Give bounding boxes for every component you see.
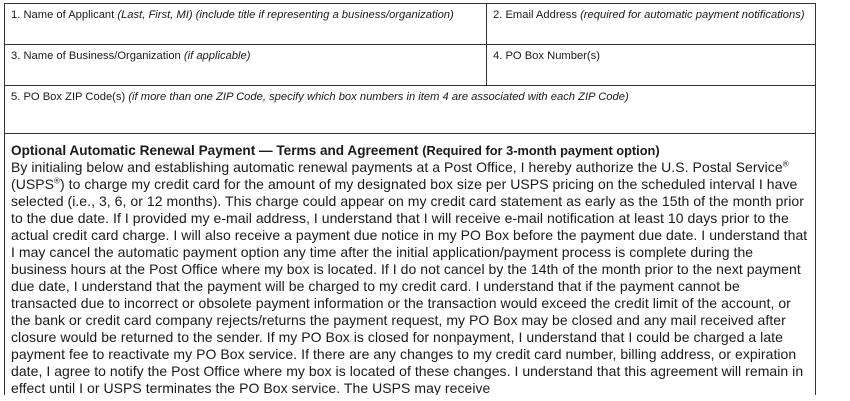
terms-title: Optional Automatic Renewal Payment — Terms and Agreement: [11, 143, 419, 158]
row-zip-codes: [4, 85, 816, 133]
applicant-name-note: (Last, First, MI) (include title if representing a business/organization): [117, 9, 454, 21]
registered-mark-2: ®: [54, 176, 60, 186]
email-label: Email Address: [505, 9, 577, 21]
registered-mark: ®: [782, 159, 789, 169]
terms-body-part1: By initialing below and establishing automatic renewal payments at a Post Office, I hereby authorize the U.S. Postal Service: [11, 159, 783, 175]
email-number: 2.: [493, 9, 503, 21]
email-field[interactable]: [493, 23, 809, 41]
business-name-number: 3.: [11, 50, 21, 62]
automatic-renewal-terms: [4, 133, 816, 395]
email-cell[interactable]: [486, 4, 815, 44]
zip-codes-cell[interactable]: [5, 86, 815, 133]
applicant-name-number: 1.: [11, 9, 21, 21]
applicant-name-field[interactable]: [11, 23, 480, 41]
terms-body-part3: ) to charge my credit card for the amount of my designated box size per USPS pricing on the scheduled interval I have selected (i.e., 3, 6, or 12 months). This charge could appear on my credit card statement as early as the 15th of the month prior to the due date. If I provided my e-mail address, I understand that I will receive e-mail notification at least 10 days prior to the actual credit card charge. I will also receive a payment due notice in my PO Box before the payment due date. I understand that I may cancel the automatic payment option any time after the initial application/payment process is complete during the business hours at the Post Office where my box is located. If I do not cancel by the 14th of the month prior to the next payment due date, I understand that the payment will be charged to my credit card. I understand that if the payment cannot be transacted due to incorrect or obsolete payment information or the transaction would exceed the credit limit of the account, or the bank or credit card company rejects/returns the payment request, my PO Box may be closed and any mail received after closure would be returned to the sender. If my PO Box is closed for nonpayment, I understand that I could be charged a late payment fee to reactivate my PO Box service. If there are any changes to my credit card number, billing address, or expiration date, I agree to notify the Post Office where my box is located of these changes. I understand that this agreement will remain in effect until I or USPS terminates the PO Box service. The USPS may receive: [11, 176, 808, 395]
zip-codes-field[interactable]: [11, 112, 809, 130]
zip-codes-note: (if more than one ZIP Code, specify which box numbers in item 4 are associated with each ZIP Code): [128, 91, 629, 103]
row-business-pobox: [4, 44, 816, 85]
row-applicant-email: [4, 3, 816, 44]
zip-codes-label: PO Box ZIP Code(s): [23, 91, 126, 103]
business-name-field[interactable]: [11, 64, 480, 82]
terms-heading: [11, 142, 809, 159]
terms-body-part2: (USPS: [11, 176, 55, 192]
applicant-name-cell[interactable]: [5, 4, 486, 44]
business-name-cell[interactable]: [5, 45, 486, 85]
terms-body: [11, 159, 809, 395]
po-box-number-number: 4.: [493, 50, 503, 62]
po-box-number-label: PO Box Number(s): [505, 50, 600, 62]
business-name-note: (if applicable): [183, 50, 251, 62]
po-box-number-cell[interactable]: [486, 45, 815, 85]
terms-required-note: (Required for 3-month payment option): [422, 143, 660, 158]
business-name-label: Name of Business/Organization: [23, 50, 181, 62]
po-box-number-field[interactable]: [493, 64, 809, 82]
zip-codes-number: 5.: [11, 91, 21, 103]
email-note: (required for automatic payment notifications): [580, 9, 805, 21]
applicant-name-label: Name of Applicant: [23, 9, 115, 21]
po-box-application-form: [4, 3, 816, 395]
